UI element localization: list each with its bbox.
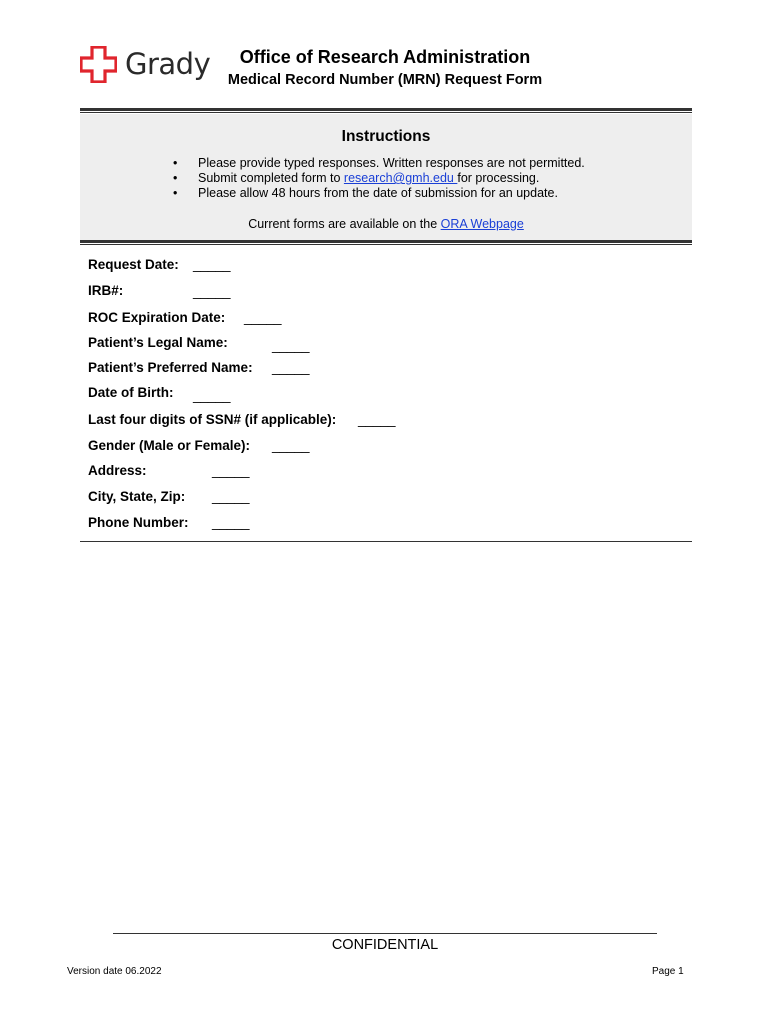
bullet: • [173,171,178,185]
ora-webpage-link[interactable]: ORA Webpage [440,217,524,231]
form-title: Medical Record Number (MRN) Request Form [227,72,543,88]
city-state-zip-field[interactable]: _____ [212,489,250,504]
city-state-zip-label: City, State, Zip: [88,489,186,504]
legal-name-field[interactable]: _____ [272,338,310,353]
page-title: Office of Research Administration [239,47,531,67]
request-date-field[interactable]: _____ [193,257,231,272]
date-of-birth-label: Date of Birth: [88,385,174,400]
roc-expiration-label: ROC Expiration Date: [88,310,226,325]
page-number: Page 1 [652,966,684,977]
instruction-text: Submit completed form to [198,171,344,185]
gender-field[interactable]: _____ [272,438,310,453]
top-double-rule [80,108,692,113]
instructions-title: Instructions [341,128,431,145]
preferred-name-field[interactable]: _____ [272,360,310,375]
grady-logo [80,44,210,84]
preferred-name-label: Patient’s Preferred Name: [88,360,253,375]
instruction-text: Please provide typed responses. Written responses are not permitted. [198,156,585,170]
request-date-label: Request Date: [88,257,179,272]
ssn-field[interactable]: _____ [358,412,396,427]
instruction-text: Please allow 48 hours from the date of submission for an update. [198,186,558,200]
confidential-label: CONFIDENTIAL [331,937,439,953]
instruction-item [173,186,585,201]
instructions-footer [80,217,692,231]
form-end-rule [80,541,692,542]
gender-label: Gender (Male or Female): [88,438,251,453]
logo-text: Grady [125,47,211,81]
instructions-bottom-rule [80,240,692,245]
instruction-item [173,171,585,186]
phone-number-field[interactable]: _____ [212,515,250,530]
instruction-item [173,156,585,171]
email-link[interactable]: research@gmh.edu [343,171,458,185]
irb-field[interactable]: _____ [193,284,231,299]
footer-rule [113,933,657,934]
ssn-label: Last four digits of SSN# (if applicable): [88,412,337,427]
phone-number-label: Phone Number: [88,515,189,530]
irb-label: IRB#: [88,283,124,298]
instructions-footer-text: Current forms are available on the [248,217,441,231]
instructions-box [80,114,692,241]
version-date: Version date 06.2022 [67,966,162,977]
medical-cross-icon [80,46,117,83]
address-field[interactable]: _____ [212,463,250,478]
bullet: • [173,186,178,200]
bullet: • [173,156,178,170]
instructions-list [173,156,585,201]
instruction-text: for processing. [457,171,540,185]
date-of-birth-field[interactable]: _____ [193,388,231,403]
address-label: Address: [88,463,147,478]
legal-name-label: Patient’s Legal Name: [88,335,228,350]
roc-expiration-field[interactable]: _____ [244,310,282,325]
